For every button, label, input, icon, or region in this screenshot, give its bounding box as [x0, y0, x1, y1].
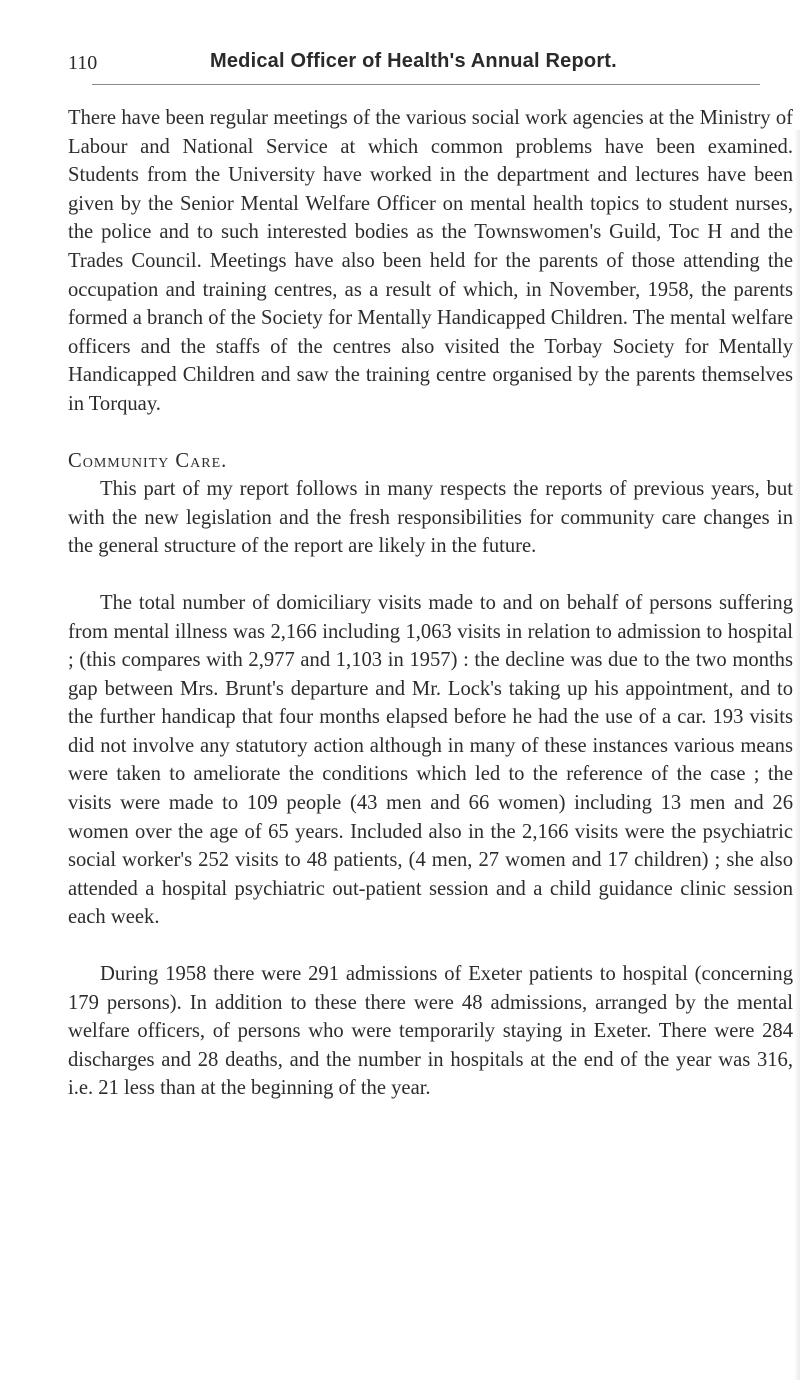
running-title: Medical Officer of Health's Annual Report. — [210, 50, 617, 72]
paragraph-spacer — [68, 932, 793, 960]
header-rule — [92, 84, 760, 85]
paragraph-domiciliary-visits: The total number of domiciliary visits made to and on behalf of persons suffering from mental illness was 2,166 including 1,063 visits in relation to admission to hospital ; (this compares with 2,977 and 1,103 in 1957) : the decline was due to the two months gap between Mrs. Brunt's departure and Mr. Lock's taking up his appointment, and to the further handicap that four months elapsed before he had the use of a car. 193 visits did not involve any statutory action although in many of these instances various means were taken to ameliorate the conditions which led to the reference of the case ; the visits were made to 109 people (43 men and 66 women) including 13 men and 26 women over the age of 65 years. Included also in the 2,166 visits were the psychiatric social worker's 252 visits to 48 patients, (4 men, 27 women and 17 children) ; she also attended a hospital psychiatric out-patient session and a child guidance clinic session each week. — [68, 591, 793, 929]
paragraph-spacer — [68, 561, 793, 589]
page-header — [0, 44, 800, 84]
body-text — [68, 104, 793, 1103]
section-heading-community-care: Community Care. — [68, 449, 228, 472]
page-edge-shadow — [794, 130, 800, 1380]
page-number: 110 — [68, 52, 98, 74]
paragraph-social-work: There have been regular meetings of the various social work agencies at the Ministry of Labour and National Service at which common problems have been examined. Students from the University have worked in the department and lectures have been given by the Senior Mental Welfare Officer on mental health topics to student nurses, the police and to such interested bodies as the Townswomen's Guild, Toc H and the Trades Council. Meetings have also been held for the parents of those attending the occupation and training centres, as a result of which, in November, 1958, the parents formed a branch of the Society for Mentally Handicapped Children. The mental welfare officers and the staffs of the centres also visited the Torbay Society for Mentally Handicapped Children and saw the training centre organised by the parents themselves in Torquay. — [68, 107, 793, 415]
paragraph-report-structure: This part of my report follows in many respects the reports of previous years, but with the new legislation and the fresh responsibilities for community care changes in the general structure of the report are likely in the future. — [68, 478, 793, 558]
paragraph-admissions: During 1958 there were 291 admissions of Exeter patients to hospital (concerning 179 persons). In addition to these there were 48 admissions, arranged by the mental welfare officers, of persons who were temporarily staying in Exeter. There were 284 discharges and 28 deaths, and the number in hospitals at the end of the year was 316, i.e. 21 less than at the beginning of the year. — [68, 963, 793, 1100]
